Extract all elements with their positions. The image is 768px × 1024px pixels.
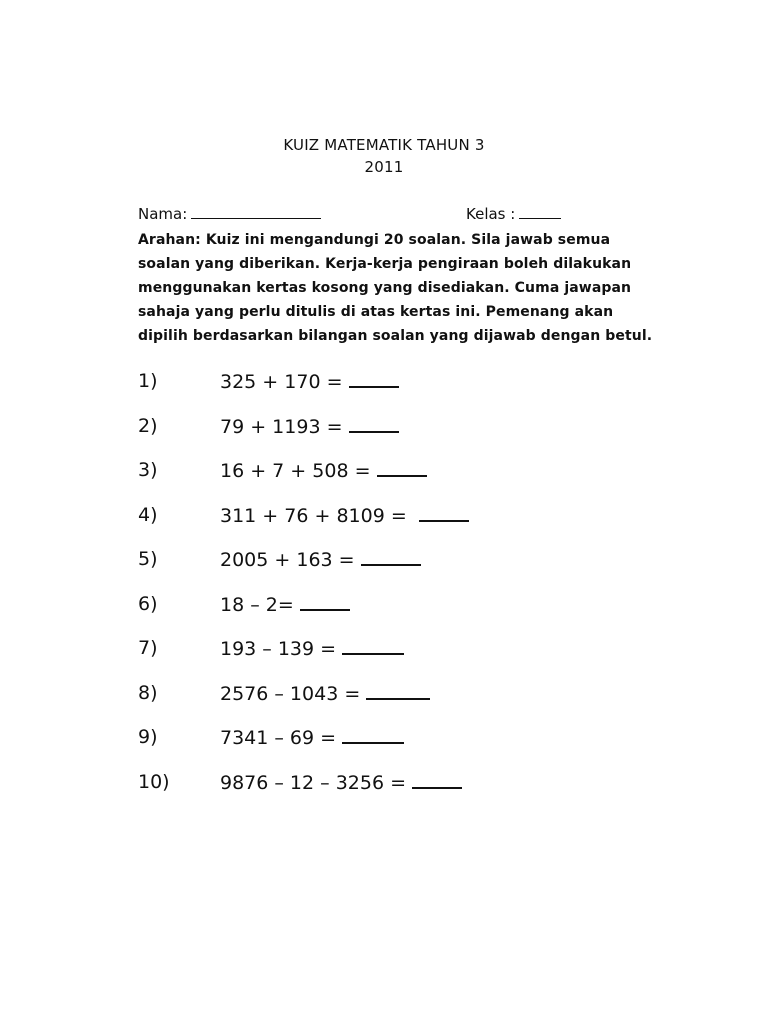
question-number: 1) xyxy=(138,370,158,392)
question-item xyxy=(138,415,698,460)
question-number: 4) xyxy=(138,503,158,526)
question-text: 18 – 2= xyxy=(220,593,294,616)
question-expression xyxy=(220,726,404,749)
name-field xyxy=(138,204,321,223)
page-title: KUIZ MATEMATIK TAHUN 3 xyxy=(283,136,485,154)
question-expression xyxy=(220,504,469,527)
question-text: 193 – 139 = xyxy=(220,638,337,660)
answer-blank[interactable] xyxy=(361,548,421,566)
question-item xyxy=(138,771,698,816)
question-expression xyxy=(220,593,350,616)
instruction-line: dipilih berdasarkan bilangan soalan yang dijawab dengan betul. xyxy=(138,328,653,344)
answer-blank[interactable] xyxy=(342,637,404,655)
answer-blank[interactable] xyxy=(419,504,469,522)
instructions xyxy=(138,228,653,348)
question-text: 2576 – 1043 = xyxy=(220,682,361,705)
name-label: Nama: xyxy=(138,205,188,223)
answer-blank[interactable] xyxy=(366,682,430,700)
instruction-line: sahaja yang perlu ditulis di atas kertas ini. Pemenang akan xyxy=(138,304,614,320)
question-expression xyxy=(220,370,399,393)
question-list xyxy=(138,370,698,815)
instruction-line: Arahan: Kuiz ini mengandungi 20 soalan. Sila jawab semua xyxy=(138,232,611,248)
question-expression xyxy=(220,415,399,438)
question-expression xyxy=(220,548,421,571)
question-expression xyxy=(220,771,462,794)
question-text: 9876 – 12 – 3256 = xyxy=(220,771,407,794)
question-item xyxy=(138,504,698,549)
question-text: 325 + 170 = xyxy=(220,371,343,393)
question-item xyxy=(138,370,698,415)
question-number: 2) xyxy=(138,414,158,437)
question-number: 7) xyxy=(138,637,158,659)
question-item xyxy=(138,548,698,593)
question-text: 16 + 7 + 508 = xyxy=(220,460,371,482)
page-year: 2011 xyxy=(364,158,404,176)
question-item xyxy=(138,682,698,727)
instruction-line: menggunakan kertas kosong yang disediakan. Cuma jawapan xyxy=(138,280,632,296)
name-blank[interactable] xyxy=(191,204,321,219)
question-number: 8) xyxy=(138,681,158,704)
answer-blank[interactable] xyxy=(349,415,399,433)
answer-blank[interactable] xyxy=(300,593,350,611)
question-text: 7341 – 69 = xyxy=(220,727,337,749)
answer-blank[interactable] xyxy=(349,370,399,388)
question-number: 6) xyxy=(138,592,158,615)
question-item xyxy=(138,726,698,771)
question-item xyxy=(138,459,698,504)
question-number: 10) xyxy=(138,770,170,793)
question-item xyxy=(138,593,698,638)
answer-blank[interactable] xyxy=(377,459,427,477)
answer-blank[interactable] xyxy=(342,726,404,744)
question-number: 3) xyxy=(138,459,158,481)
question-expression xyxy=(220,637,404,660)
answer-blank[interactable] xyxy=(412,771,462,789)
question-item xyxy=(138,637,698,682)
question-expression xyxy=(220,459,427,482)
question-text: 311 + 76 + 8109 = xyxy=(220,504,407,527)
question-number: 9) xyxy=(138,726,158,748)
class-label: Kelas : xyxy=(466,205,516,223)
class-blank[interactable] xyxy=(519,204,561,219)
question-expression xyxy=(220,682,430,705)
question-text: 2005 + 163 = xyxy=(220,549,355,571)
class-field xyxy=(466,204,561,223)
question-number: 5) xyxy=(138,548,158,570)
instruction-line: soalan yang diberikan. Kerja-kerja pengiraan boleh dilakukan xyxy=(138,256,632,272)
question-text: 79 + 1193 = xyxy=(220,415,343,438)
